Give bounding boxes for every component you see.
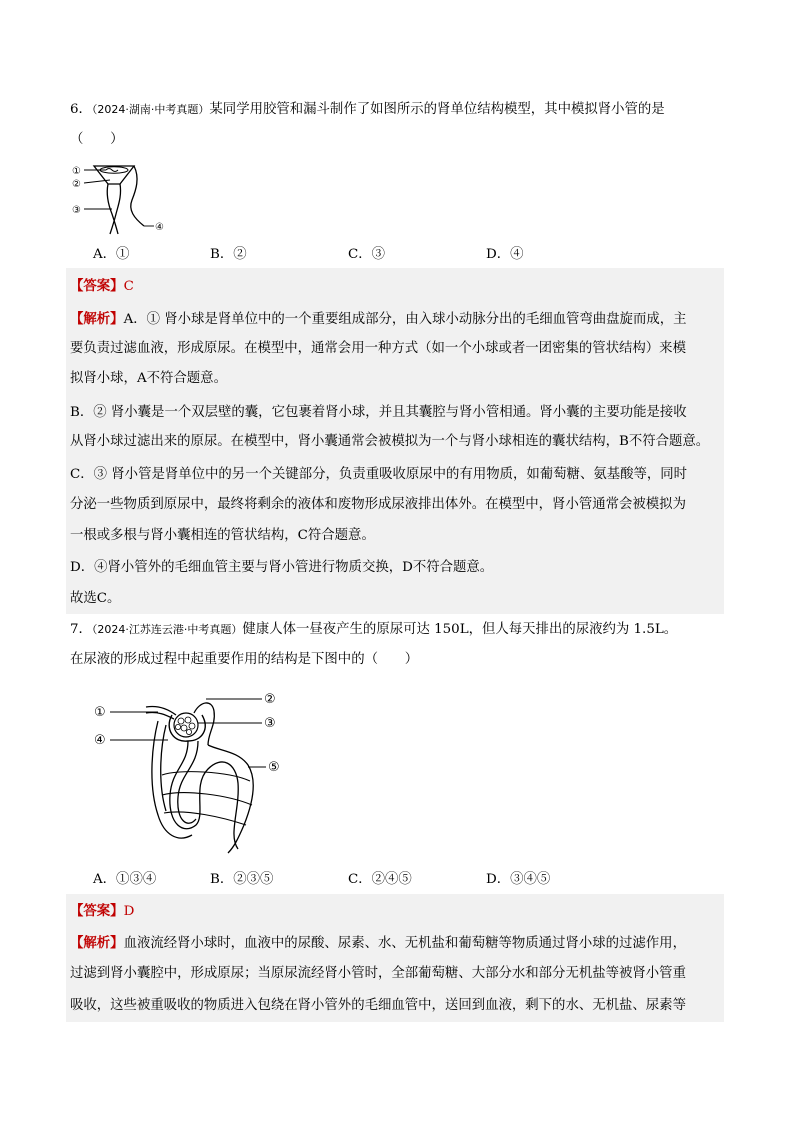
q6-analysis-line: 拟肾小球，A不符合题意。	[70, 371, 227, 386]
q6-figure-labels	[72, 166, 164, 233]
q6-analysis-line: C．③ 肾小管是肾单位中的另一个关键部分，负责重吸收原尿中的有用物质，如葡萄糖、氨基酸等，同时	[70, 467, 688, 482]
q6-analysis-line: 【解析】A．① 肾小球是肾单位中的一个重要组成部分，由入球小动脉分出的毛细血管弯曲盘旋而成，主	[70, 311, 687, 327]
q6-option-b[interactable]: B．②	[210, 247, 247, 262]
q6-answer-value: C	[123, 279, 134, 294]
q6-label-4: ④	[155, 222, 164, 233]
q6-answer	[70, 276, 134, 297]
q7-answer-value: D	[123, 904, 135, 919]
q6-analysis-tag: 【解析】	[70, 311, 124, 327]
q7-option-a[interactable]: A．①③④	[93, 872, 157, 887]
q7-label-2: ②	[264, 692, 276, 707]
q6-analysis-line: 分泌一些物质到原尿中，最终将剩余的液体和废物形成尿液排出体外。在模型中，肾小管通常会被模拟为	[70, 497, 686, 512]
q7-label-1: ①	[94, 705, 106, 720]
q7-analysis-tag: 【解析】	[70, 935, 124, 951]
q6-stem-text: 某同学用胶管和漏斗制作了如图所示的肾单位结构模型，其中模拟肾小管的是	[209, 102, 665, 117]
q7-stem-text: 健康人体一昼夜产生的原尿可达 150L，但人每天排出的尿液约为 1.5L。	[242, 622, 678, 637]
q6-analysis-line: D．④肾小管外的毛细血管主要与肾小管进行物质交换，D不符合题意。	[70, 560, 494, 575]
q7-analysis-line: 【解析】血液流经肾小球时，血液中的尿酸、尿素、水、无机盐和葡萄糖等物质通过肾小球的过滤作用，	[70, 935, 686, 951]
q7-label-5: ⑤	[268, 760, 280, 775]
q6-analysis-line: 一根或多根与肾小囊相连的管状结构，C符合题意。	[70, 528, 375, 543]
q7-nephron-diagram-figure	[88, 685, 298, 855]
q7-answer	[70, 901, 134, 922]
q7-analysis-line: 吸收，这些被重吸收的物质进入包绕在肾小管外的毛细血管中，送回到血液，剩下的水、无机盐、尿素等	[70, 998, 686, 1013]
q7-option-b[interactable]: B．②③⑤	[210, 872, 274, 887]
q6-analysis-line: 从肾小球过滤出来的原尿。在模型中，肾小囊通常会被模拟为一个与肾小球相连的囊状结构，B不符合题意。	[70, 434, 710, 449]
q6-option-a[interactable]: A．①	[93, 247, 130, 262]
q6-label-1: ①	[72, 166, 81, 177]
q6-stem	[70, 100, 665, 120]
q7-label-3: ③	[264, 716, 276, 731]
q7-stem-line2: 在尿液的形成过程中起重要作用的结构是下图中的（ ）	[70, 652, 419, 667]
q6-option-d[interactable]: D．④	[486, 247, 524, 262]
q6-analysis-line: 故选C。	[70, 591, 121, 606]
q6-label-3: ③	[72, 205, 81, 216]
q7-answer-tag: 【答案】	[70, 903, 124, 919]
q6-answer-paren: （ ）	[70, 132, 124, 147]
q6-source: （2024·湖南·中考真题）	[91, 103, 210, 116]
q6-analysis-line: 要负责过滤血液，形成原尿。在模型中，通常会用一种方式（如一个小球或者一团密集的管状结构）来模	[70, 341, 686, 356]
q6-answer-tag: 【答案】	[70, 278, 124, 294]
q7-number: 7．	[70, 622, 92, 637]
q7-option-c[interactable]: C．②④⑤	[348, 872, 412, 887]
q6-nephron-model-figure	[72, 160, 172, 236]
q6-option-c[interactable]: C．③	[348, 247, 386, 262]
q7-analysis-line: 过滤到肾小囊腔中，形成原尿；当原尿流经肾小管时，全部葡萄糖、大部分水和部分无机盐等被肾小管重	[70, 966, 686, 981]
q7-label-4: ④	[94, 733, 106, 748]
q7-option-d[interactable]: D．③④⑤	[486, 872, 551, 887]
q6-label-2: ②	[72, 179, 81, 190]
q7-stem	[70, 620, 677, 640]
q6-analysis-line: B．② 肾小囊是一个双层壁的囊，它包裹着肾小球，并且其囊腔与肾小管相通。肾小囊的主要功能是接收	[70, 405, 687, 420]
q7-source: （2024·江苏连云港·中考真题）	[91, 623, 243, 636]
q6-number: 6．	[70, 102, 92, 117]
